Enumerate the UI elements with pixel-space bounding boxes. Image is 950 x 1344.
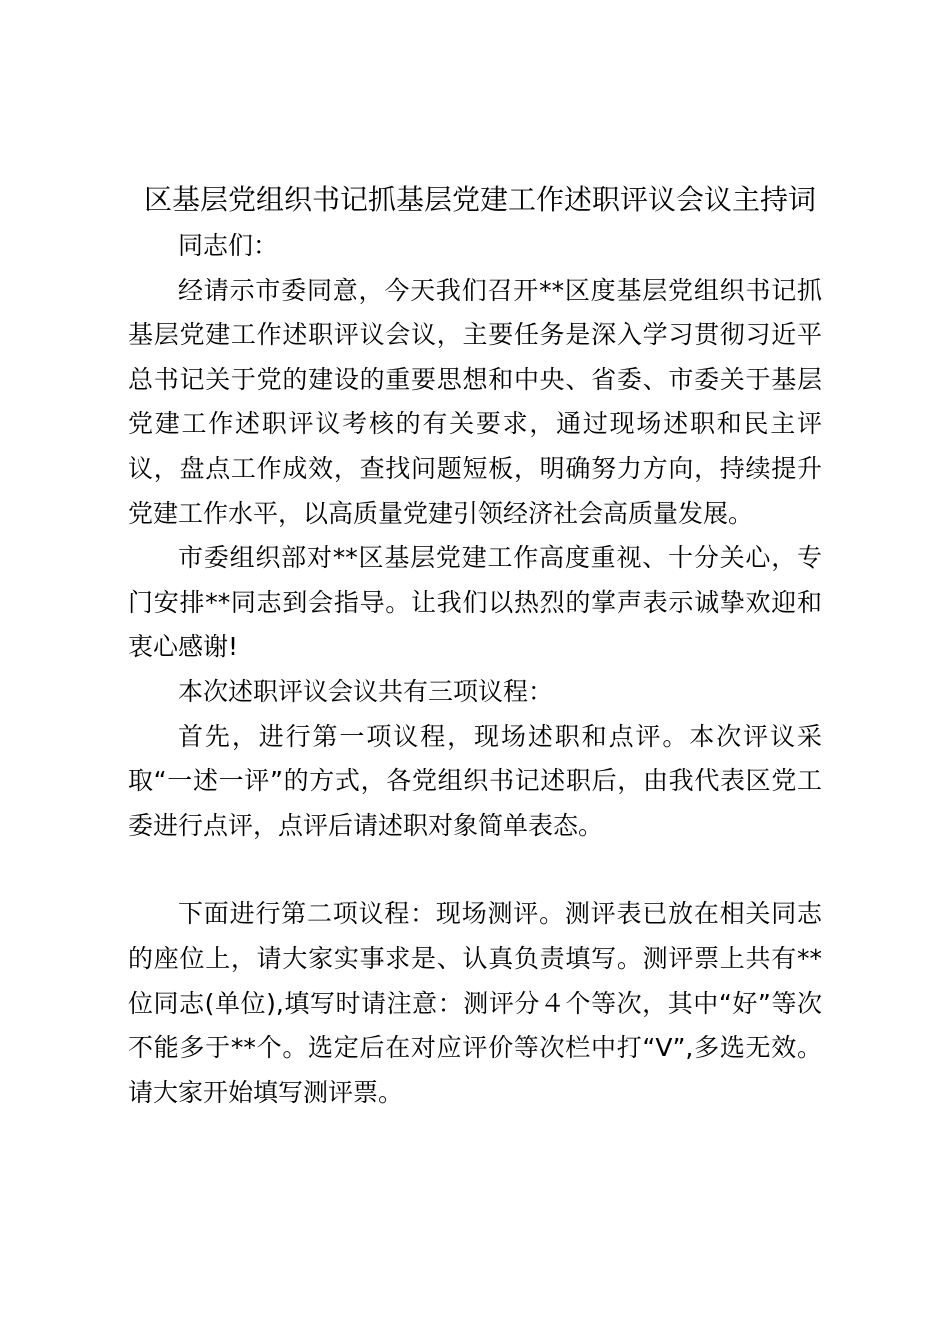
blank-line	[128, 848, 822, 892]
document-body	[128, 224, 822, 1115]
paragraph-welcome: 市委组织部对**区基层党建工作高度重视、十分关心，专门安排**同志到会指导。让我们以热烈的掌声表示诚挚欢迎和衷心感谢!	[128, 543, 822, 662]
paragraph-opening: 经请示市委同意，今天我们召开**区度基层党组织书记抓基层党建工作述职评议会议，主要任务是深入学习贯彻习近平总书记关于党的建设的重要思想和中央、省委、市委关于基层党建工作述职评议考核的有关要求，通过现场述职和民主评议，盘点工作成效，查找问题短板，明确努力方向，持续提升党建工作水平，以高质量党建引领经济社会高质量发展。	[128, 275, 822, 528]
document-title: 区基层党组织书记抓基层党建工作述职评议会议主持词	[143, 183, 816, 216]
paragraph-agenda-item-2: 下面进行第二项议程：现场测评。测评表已放在相关同志的座位上，请大家实事求是、认真负责填写。测评票上共有**位同志(单位),填写时请注意：测评分４个等次，其中“好”等次不能多于**个。选定后在对应评价等次栏中打“V”,多选无效。请大家开始填写测评票。	[128, 899, 822, 1107]
greeting: 同志们：	[178, 231, 279, 260]
paragraph-agenda-item-1: 首先，进行第一项议程，现场述职和点评。本次评议采取“一述一评”的方式，各党组织书记述职后，由我代表区党工委进行点评，点评后请述职对象简单表态。	[128, 721, 822, 840]
paragraph-agenda-intro: 本次述职评议会议共有三项议程：	[178, 676, 554, 706]
